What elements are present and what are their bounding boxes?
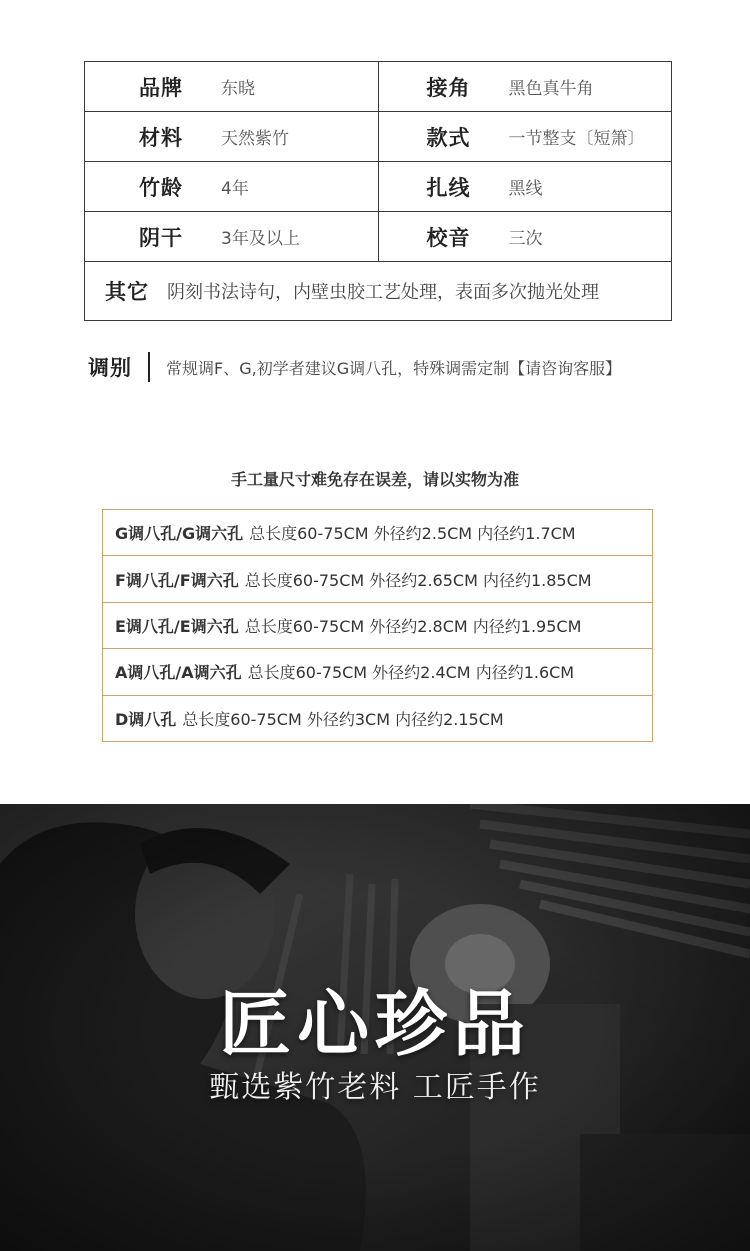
hero-subtitle: 甄选紫竹老料 工匠手作 [209, 1070, 541, 1105]
spec-value: 3年及以上 [221, 229, 300, 249]
spec-value: 三次 [508, 229, 543, 249]
spec-key: 品牌 [139, 74, 183, 100]
spec-row [85, 162, 672, 212]
spec-value: 黑线 [508, 179, 543, 199]
size-row [103, 603, 652, 649]
spec-key: 款式 [426, 124, 471, 150]
tuning-value: 常规调F、G,初学者建议G调八孔，特殊调需定制【请咨询客服】 [166, 358, 622, 378]
spec-row [85, 112, 672, 162]
size-name: E调八孔/E调六孔 [115, 616, 239, 636]
size-spec: 总长度60-75CM 外径约2.8CM 内径约1.95CM [244, 616, 582, 636]
size-spec: 总长度60-75CM 外径约3CM 内径约2.15CM [182, 710, 504, 730]
spec-key: 接角 [426, 74, 471, 100]
tuning-label: 调别 [88, 355, 132, 380]
spec-value: 一节整支〔短箫〕 [508, 129, 645, 149]
tuning-info [88, 350, 621, 384]
spec-key: 校音 [426, 224, 471, 250]
size-row [103, 556, 652, 602]
size-table [102, 509, 653, 742]
spec-key: 阴干 [139, 224, 183, 250]
size-note: 手工量尺寸难免存在误差，请以实物为准 [230, 470, 519, 489]
spec-row-other [85, 262, 672, 321]
size-row [103, 649, 652, 695]
spec-value: 东晓 [221, 79, 255, 99]
spec-row [85, 62, 672, 112]
spec-table [84, 61, 672, 321]
divider [148, 352, 150, 382]
spec-key: 扎线 [426, 174, 471, 200]
spec-value-other: 阴刻书法诗句，内壁虫胶工艺处理，表面多次抛光处理 [167, 282, 599, 303]
size-spec: 总长度60-75CM 外径约2.5CM 内径约1.7CM [249, 524, 576, 544]
spec-row [85, 212, 672, 262]
spec-key: 竹龄 [139, 174, 183, 200]
hero-title: 匠心珍品 [218, 981, 531, 1066]
size-row [103, 696, 652, 742]
hero-banner [0, 804, 750, 1251]
size-spec: 总长度60-75CM 外径约2.65CM 内径约1.85CM [244, 570, 592, 590]
size-name: G调八孔/G调六孔 [115, 524, 244, 544]
spec-value: 天然紫竹 [221, 129, 289, 149]
spec-value: 4年 [221, 179, 249, 199]
size-spec: 总长度60-75CM 外径约2.4CM 内径约1.6CM [247, 663, 575, 683]
size-name: D调八孔 [115, 710, 177, 730]
size-name: A调八孔/A调六孔 [115, 663, 242, 683]
size-row [103, 510, 652, 556]
size-name: F调八孔/F调六孔 [115, 570, 239, 590]
spec-key-other: 其它 [105, 279, 149, 304]
spec-value: 黑色真牛角 [508, 79, 594, 99]
spec-key: 材料 [139, 124, 183, 150]
